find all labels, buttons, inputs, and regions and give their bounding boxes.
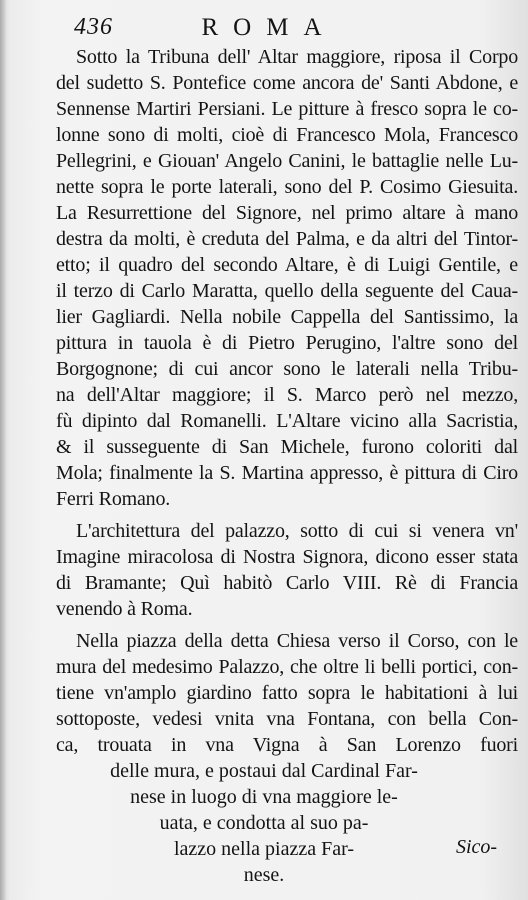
- text-line: il terzo di Carlo Maratta, quello della seguente del Caua-: [56, 280, 518, 302]
- text-line: di Bramante; Quì habitò Carlo VIII. Rè di Francia: [56, 572, 518, 594]
- text-line: & il susseguente di San Michele, furono coloriti dal: [56, 436, 518, 458]
- text-line: Borgognone; di cui ancor sono le laterali nella Tribu-: [56, 358, 518, 380]
- text-line: del sudetto S. Pontefice come ancora de' Santi Abdone, e: [56, 72, 518, 94]
- text-line: lier Gagliardi. Nella nobile Cappella del Santissimo, la: [56, 306, 518, 328]
- text-line: Sennense Martiri Persiani. Le pitture à fresco sopra le co-: [56, 98, 518, 120]
- text-line: Ferri Romano.: [56, 488, 171, 510]
- text-line: tiene vn'amplo giardino fatto sopra le habitationi à lui: [56, 682, 518, 704]
- text-line: na dell'Altar maggiore; il S. Marco però nel mezzo,: [56, 384, 518, 406]
- text-line: pittura in tauola è di Pietro Perugino, l'altre sono del: [56, 332, 518, 354]
- text-line: nese.: [243, 864, 285, 886]
- page-header: [0, 14, 528, 44]
- text-line: La Resurrettione del Signore, nel primo altare à mano: [56, 202, 518, 224]
- text-line: lonne sono di molti, cioè di Francesco Mola, Francesco: [56, 124, 518, 146]
- text-line: ca, trouata in vna Vigna à San Lorenzo fuori: [56, 734, 518, 756]
- text-line: sottoposte, vedesi vnita vna Fontana, con bella Con-: [56, 708, 518, 730]
- text-line: venendo à Roma.: [56, 598, 193, 620]
- text-line: fù dipinto dal Romanelli. L'Altare vicino alla Sacristia,: [56, 410, 518, 432]
- text-line: Imagine miracolosa di Nostra Signora, dicono esser stata: [56, 546, 518, 568]
- text-line: destra da molti, è creduta del Palma, e da altri del Tintor-: [56, 228, 518, 250]
- page-number: 436: [74, 14, 113, 40]
- text-line: etto; il quadro del secondo Altare, è di Luigi Gentile, e: [56, 254, 518, 276]
- text-line: lazzo nella piazza Far-: [173, 838, 355, 860]
- text-line: Nella piazza della detta Chiesa verso il Corso, con le: [76, 630, 518, 652]
- text-line: L'architettura del palazzo, sotto di cui si venera vn': [76, 520, 518, 542]
- text-line: nese in luogo di vna maggiore le-: [130, 786, 398, 808]
- text-line: Pellegrini, e Giouan' Angelo Canini, le battaglie nelle Lu-: [56, 150, 518, 172]
- text-line: mura del medesimo Palazzo, che oltre li belli portici, con-: [56, 656, 518, 678]
- text-line: delle mura, e postaui dal Cardinal Far-: [110, 760, 418, 782]
- text-line: Sotto la Tribuna dell' Altar maggiore, riposa il Corpo: [76, 46, 518, 68]
- text-line: nette sopra le porte laterali, sono del P. Cosimo Giesuita.: [56, 176, 518, 198]
- running-head: ROMA: [201, 14, 337, 41]
- text-line: uata, e condotta al suo pa-: [159, 812, 369, 834]
- catchword: Sico-: [456, 836, 498, 858]
- text-line: Mola; finalmente la S. Martina appresso, è pittura di Ciro: [56, 462, 518, 484]
